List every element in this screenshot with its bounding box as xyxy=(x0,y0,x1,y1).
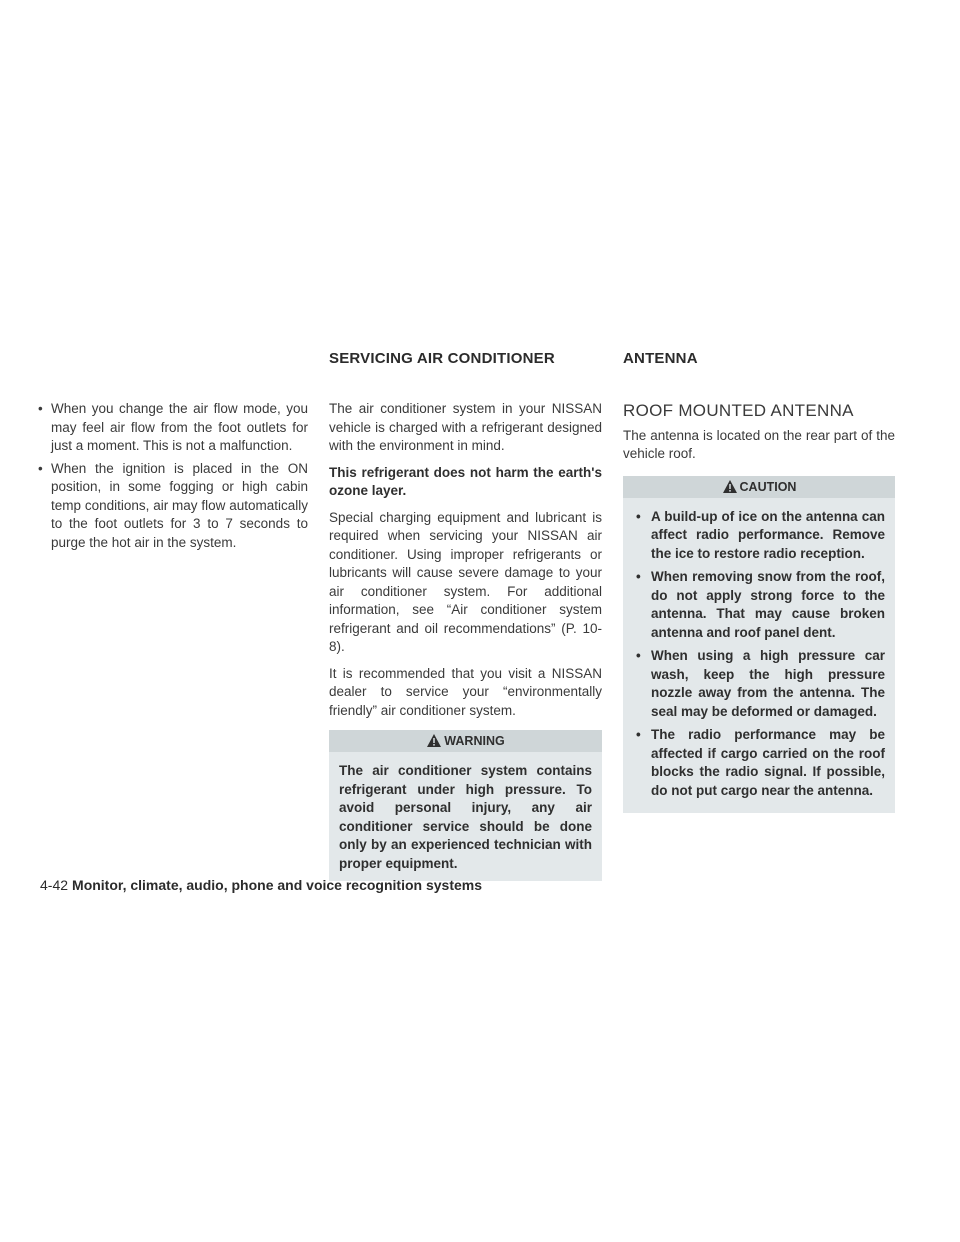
list-item-text: When you change the air flow mode, you may feel air flow from the foot outlets for just a moment. This is not a malfunction. xyxy=(51,401,308,453)
list-item-text: When removing snow from the roof, do not apply strong force to the antenna. That may cause broken antenna and roof panel dent. xyxy=(651,569,885,640)
caution-box xyxy=(623,476,895,814)
warning-header xyxy=(329,730,602,752)
warning-text: The air conditioner system contains refrigerant under high pressure. To avoid personal injury, any air conditioner service should be done only by an experienced technician with proper equipment. xyxy=(339,763,592,871)
bullet-dot: • xyxy=(636,727,641,742)
caution-header xyxy=(623,476,895,498)
antenna-intro: The antenna is located on the rear part of the vehicle roof. xyxy=(623,427,895,461)
page-footer xyxy=(40,877,482,893)
warning-icon xyxy=(722,479,738,494)
list-item xyxy=(35,400,308,456)
antenna-subheading: ROOF MOUNTED ANTENNA xyxy=(623,401,854,420)
servicing-paragraph: The air conditioner system in your NISSAN vehicle is charged with a refrigerant designed with the environment in mind. xyxy=(329,401,602,453)
bullet-dot: • xyxy=(636,648,641,663)
warning-label: WARNING xyxy=(444,734,505,748)
servicing-heading: SERVICING AIR CONDITIONER xyxy=(329,350,555,367)
bullet-dot: • xyxy=(636,569,641,584)
list-item xyxy=(633,568,885,642)
left-bullet-list xyxy=(35,400,308,552)
caution-label: CAUTION xyxy=(739,479,797,494)
list-item-text: A build-up of ice on the antenna can affect radio performance. Remove the ice to restore radio reception. xyxy=(651,508,885,561)
page-number: 4-42 xyxy=(40,877,69,893)
servicing-column xyxy=(329,400,602,881)
list-item xyxy=(35,460,308,553)
left-column xyxy=(35,400,308,556)
warning-box xyxy=(329,730,602,881)
caution-list xyxy=(633,508,885,801)
servicing-paragraph: It is recommended that you visit a NISSAN dealer to service your “environmentally friendly” air conditioner system. xyxy=(329,665,602,718)
warning-icon xyxy=(426,733,442,748)
list-item-text: When the ignition is placed in the ON position, in some fogging or high cabin temp conditions, air may flow automatically to the foot outlets for 3 to 7 seconds to purge the hot air in the system. xyxy=(51,460,308,550)
antenna-column xyxy=(623,400,895,813)
chapter-title: Monitor, climate, audio, phone and voice recognition systems xyxy=(72,877,482,893)
antenna-heading: ANTENNA xyxy=(623,350,698,367)
caution-body xyxy=(623,498,895,814)
bullet-dot: • xyxy=(38,460,43,476)
list-item xyxy=(633,726,885,800)
servicing-paragraph: Special charging equipment and lubricant is required when servicing your NISSAN air conditioner. Using improper refrigerants or lubricants will cause severe damage to your air conditioner system. For additional information, see “Air conditioner system refrigerant and oil recommendations” (P. 10-8). xyxy=(329,509,602,654)
list-item xyxy=(633,508,885,564)
bullet-dot: • xyxy=(38,401,43,416)
list-item xyxy=(633,647,885,721)
warning-body xyxy=(329,752,602,881)
servicing-bold-paragraph: This refrigerant does not harm the earth's ozone layer. xyxy=(329,464,602,498)
bullet-dot: • xyxy=(636,508,641,524)
list-item-text: When using a high pressure car wash, keep the high pressure nozzle away from the antenna. The seal may be deformed or damaged. xyxy=(651,648,885,719)
list-item-text: The radio performance may be affected if cargo carried on the roof blocks the radio signal. If possible, do not put cargo near the antenna. xyxy=(651,727,885,798)
